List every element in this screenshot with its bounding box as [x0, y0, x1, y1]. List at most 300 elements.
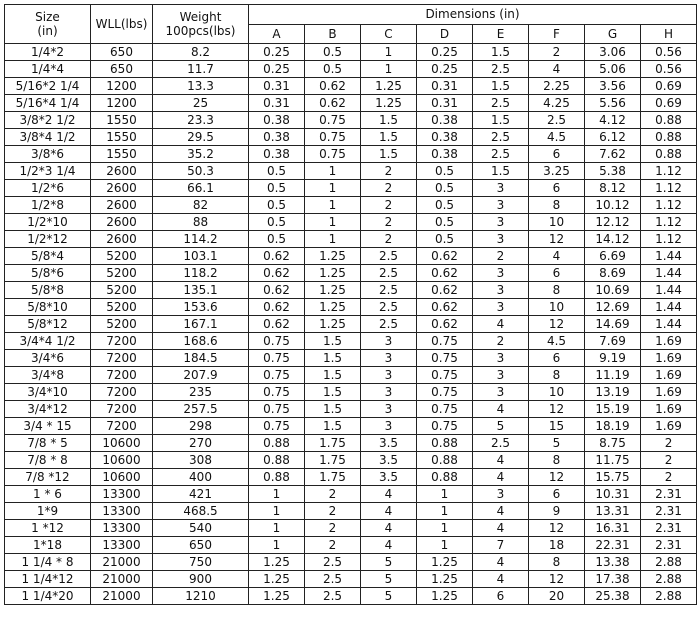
table-row: [5, 197, 697, 214]
cell-dim-e: 2.5: [473, 146, 529, 163]
cell-wll: 13300: [91, 537, 153, 554]
cell-dim-b: 1: [305, 214, 361, 231]
cell-size: 1 *12: [5, 520, 91, 537]
cell-wll: 650: [91, 44, 153, 61]
cell-weight: 750: [153, 554, 249, 571]
cell-size: 1*18: [5, 537, 91, 554]
cell-dim-e: 4: [473, 554, 529, 571]
cell-dim-d: 0.62: [417, 265, 473, 282]
table-row: [5, 146, 697, 163]
cell-dim-h: 1.69: [641, 418, 697, 435]
header-dim-c: C: [361, 24, 417, 44]
cell-dim-b: 1: [305, 231, 361, 248]
cell-dim-g: 8.12: [585, 180, 641, 197]
cell-size: 5/8*12: [5, 316, 91, 333]
cell-dim-b: 1.25: [305, 248, 361, 265]
cell-dim-e: 4: [473, 316, 529, 333]
cell-wll: 5200: [91, 299, 153, 316]
cell-dim-f: 12: [529, 316, 585, 333]
cell-dim-d: 0.62: [417, 299, 473, 316]
cell-dim-a: 0.75: [249, 333, 305, 350]
cell-size: 3/4*12: [5, 401, 91, 418]
cell-dim-c: 2: [361, 163, 417, 180]
cell-dim-d: 0.62: [417, 248, 473, 265]
table-row: [5, 554, 697, 571]
cell-dim-f: 4.25: [529, 95, 585, 112]
header-dim-h: H: [641, 24, 697, 44]
cell-dim-d: 0.31: [417, 95, 473, 112]
cell-dim-g: 7.62: [585, 146, 641, 163]
cell-weight: 235: [153, 384, 249, 401]
cell-dim-d: 0.5: [417, 231, 473, 248]
cell-dim-e: 4: [473, 503, 529, 520]
header-dim-f: F: [529, 24, 585, 44]
cell-dim-g: 5.06: [585, 61, 641, 78]
cell-size: 7/8 * 5: [5, 435, 91, 452]
cell-wll: 21000: [91, 571, 153, 588]
cell-dim-d: 1.25: [417, 571, 473, 588]
cell-size: 3/8*2 1/2: [5, 112, 91, 129]
cell-dim-f: 12: [529, 401, 585, 418]
cell-dim-e: 4: [473, 469, 529, 486]
cell-dim-f: 9: [529, 503, 585, 520]
cell-dim-d: 0.75: [417, 333, 473, 350]
cell-dim-c: 1.5: [361, 146, 417, 163]
cell-wll: 7200: [91, 333, 153, 350]
cell-dim-a: 0.88: [249, 435, 305, 452]
cell-size: 1/2*10: [5, 214, 91, 231]
cell-dim-g: 10.69: [585, 282, 641, 299]
cell-dim-c: 4: [361, 537, 417, 554]
cell-dim-f: 6: [529, 265, 585, 282]
table-row: [5, 350, 697, 367]
cell-dim-f: 10: [529, 299, 585, 316]
cell-dim-g: 14.69: [585, 316, 641, 333]
cell-wll: 13300: [91, 520, 153, 537]
cell-dim-f: 6: [529, 180, 585, 197]
table-row: [5, 265, 697, 282]
cell-weight: 50.3: [153, 163, 249, 180]
cell-dim-a: 0.5: [249, 180, 305, 197]
cell-dim-f: 6: [529, 350, 585, 367]
cell-wll: 650: [91, 61, 153, 78]
cell-weight: 421: [153, 486, 249, 503]
table-row: [5, 248, 697, 265]
header-dim-e: E: [473, 24, 529, 44]
cell-dim-h: 1.12: [641, 163, 697, 180]
cell-dim-d: 0.88: [417, 435, 473, 452]
cell-wll: 2600: [91, 197, 153, 214]
cell-dim-g: 5.38: [585, 163, 641, 180]
header-weight-line1: Weight: [179, 10, 222, 24]
cell-size: 5/16*2 1/4: [5, 78, 91, 95]
cell-dim-f: 2: [529, 44, 585, 61]
cell-dim-f: 8: [529, 282, 585, 299]
cell-dim-g: 6.69: [585, 248, 641, 265]
cell-dim-e: 4: [473, 520, 529, 537]
cell-dim-b: 1: [305, 197, 361, 214]
cell-dim-d: 0.38: [417, 146, 473, 163]
cell-size: 3/4*8: [5, 367, 91, 384]
table-row: [5, 44, 697, 61]
cell-size: 1 1/4*20: [5, 588, 91, 605]
header-size-line2: (in): [37, 24, 58, 38]
cell-dim-e: 2: [473, 248, 529, 265]
cell-dim-e: 1.5: [473, 112, 529, 129]
cell-dim-a: 0.5: [249, 197, 305, 214]
cell-weight: 29.5: [153, 129, 249, 146]
cell-dim-c: 3: [361, 350, 417, 367]
cell-dim-h: 1.12: [641, 180, 697, 197]
cell-dim-c: 5: [361, 588, 417, 605]
cell-dim-g: 7.69: [585, 333, 641, 350]
cell-size: 7/8 *12: [5, 469, 91, 486]
table-row: [5, 282, 697, 299]
cell-dim-h: 0.69: [641, 95, 697, 112]
cell-dim-e: 3: [473, 384, 529, 401]
cell-dim-f: 12: [529, 231, 585, 248]
cell-dim-g: 11.19: [585, 367, 641, 384]
cell-size: 5/16*4 1/4: [5, 95, 91, 112]
cell-dim-f: 3.25: [529, 163, 585, 180]
cell-wll: 1550: [91, 129, 153, 146]
cell-weight: 270: [153, 435, 249, 452]
header-weight: [153, 5, 249, 44]
cell-dim-a: 0.31: [249, 78, 305, 95]
cell-dim-h: 1.69: [641, 367, 697, 384]
cell-wll: 5200: [91, 265, 153, 282]
cell-weight: 540: [153, 520, 249, 537]
cell-size: 3/8*6: [5, 146, 91, 163]
table-row: [5, 469, 697, 486]
cell-dim-a: 0.25: [249, 44, 305, 61]
cell-dim-f: 4.5: [529, 129, 585, 146]
cell-dim-g: 3.56: [585, 78, 641, 95]
cell-dim-h: 1.12: [641, 197, 697, 214]
cell-weight: 11.7: [153, 61, 249, 78]
cell-dim-c: 2: [361, 214, 417, 231]
table-row: [5, 299, 697, 316]
cell-dim-a: 1.25: [249, 554, 305, 571]
cell-weight: 82: [153, 197, 249, 214]
cell-dim-f: 4: [529, 61, 585, 78]
cell-size: 3/8*4 1/2: [5, 129, 91, 146]
cell-dim-b: 2.5: [305, 588, 361, 605]
cell-dim-c: 3: [361, 401, 417, 418]
cell-dim-c: 1.5: [361, 129, 417, 146]
cell-dim-d: 0.62: [417, 316, 473, 333]
cell-dim-b: 1.5: [305, 418, 361, 435]
cell-wll: 1200: [91, 78, 153, 95]
cell-dim-b: 2: [305, 537, 361, 554]
cell-dim-a: 0.25: [249, 61, 305, 78]
cell-dim-b: 2: [305, 486, 361, 503]
cell-dim-a: 1: [249, 537, 305, 554]
cell-dim-a: 0.62: [249, 282, 305, 299]
cell-size: 3/4*10: [5, 384, 91, 401]
cell-dim-h: 1.12: [641, 214, 697, 231]
cell-dim-a: 1.25: [249, 588, 305, 605]
cell-dim-b: 1.5: [305, 384, 361, 401]
cell-dim-g: 3.06: [585, 44, 641, 61]
cell-dim-e: 3: [473, 486, 529, 503]
cell-dim-b: 0.75: [305, 129, 361, 146]
cell-weight: 8.2: [153, 44, 249, 61]
cell-dim-b: 1.75: [305, 435, 361, 452]
cell-dim-a: 0.88: [249, 452, 305, 469]
cell-size: 1 * 6: [5, 486, 91, 503]
cell-dim-b: 1.25: [305, 265, 361, 282]
cell-size: 1 1/4 * 8: [5, 554, 91, 571]
cell-dim-d: 1: [417, 520, 473, 537]
cell-weight: 207.9: [153, 367, 249, 384]
cell-wll: 13300: [91, 486, 153, 503]
cell-wll: 7200: [91, 384, 153, 401]
cell-dim-d: 0.25: [417, 61, 473, 78]
cell-dim-c: 5: [361, 571, 417, 588]
cell-dim-a: 1: [249, 503, 305, 520]
cell-dim-c: 4: [361, 503, 417, 520]
table-row: [5, 588, 697, 605]
cell-dim-e: 3: [473, 180, 529, 197]
cell-dim-e: 3: [473, 367, 529, 384]
table-row: [5, 520, 697, 537]
cell-dim-e: 1.5: [473, 163, 529, 180]
cell-dim-f: 20: [529, 588, 585, 605]
cell-dim-c: 3.5: [361, 435, 417, 452]
cell-dim-h: 2.88: [641, 588, 697, 605]
cell-weight: 13.3: [153, 78, 249, 95]
cell-dim-a: 0.62: [249, 316, 305, 333]
cell-weight: 25: [153, 95, 249, 112]
cell-size: 7/8 * 8: [5, 452, 91, 469]
cell-dim-c: 2.5: [361, 299, 417, 316]
table-row: [5, 112, 697, 129]
cell-dim-c: 3: [361, 333, 417, 350]
cell-weight: 35.2: [153, 146, 249, 163]
cell-dim-f: 8: [529, 367, 585, 384]
cell-dim-a: 0.75: [249, 418, 305, 435]
cell-size: 5/8*10: [5, 299, 91, 316]
cell-dim-d: 0.38: [417, 129, 473, 146]
cell-dim-b: 1.25: [305, 299, 361, 316]
table-row: [5, 316, 697, 333]
cell-dim-b: 1: [305, 180, 361, 197]
cell-dim-b: 2: [305, 520, 361, 537]
table-row: [5, 61, 697, 78]
cell-dim-d: 1.25: [417, 554, 473, 571]
cell-size: 3/4*6: [5, 350, 91, 367]
cell-wll: 5200: [91, 248, 153, 265]
cell-dim-e: 2.5: [473, 95, 529, 112]
cell-dim-b: 1.25: [305, 316, 361, 333]
cell-dim-c: 2: [361, 180, 417, 197]
cell-weight: 135.1: [153, 282, 249, 299]
cell-wll: 5200: [91, 316, 153, 333]
cell-dim-c: 3.5: [361, 452, 417, 469]
cell-dim-e: 4: [473, 452, 529, 469]
table-row: [5, 180, 697, 197]
cell-dim-f: 4.5: [529, 333, 585, 350]
cell-dim-d: 0.88: [417, 469, 473, 486]
cell-wll: 7200: [91, 367, 153, 384]
cell-dim-f: 4: [529, 248, 585, 265]
cell-dim-g: 16.31: [585, 520, 641, 537]
cell-dim-a: 0.62: [249, 299, 305, 316]
table-row: [5, 452, 697, 469]
cell-dim-g: 8.75: [585, 435, 641, 452]
cell-dim-c: 5: [361, 554, 417, 571]
cell-dim-g: 13.19: [585, 384, 641, 401]
cell-dim-a: 0.75: [249, 367, 305, 384]
cell-wll: 2600: [91, 180, 153, 197]
cell-size: 1 1/4*12: [5, 571, 91, 588]
cell-size: 1/4*2: [5, 44, 91, 61]
cell-dim-e: 6: [473, 588, 529, 605]
header-dim-b: B: [305, 24, 361, 44]
cell-dim-h: 0.56: [641, 44, 697, 61]
header-dim-g: G: [585, 24, 641, 44]
cell-dim-f: 10: [529, 384, 585, 401]
cell-dim-f: 8: [529, 197, 585, 214]
cell-dim-a: 0.75: [249, 384, 305, 401]
cell-dim-f: 18: [529, 537, 585, 554]
cell-size: 5/8*4: [5, 248, 91, 265]
cell-dim-b: 0.62: [305, 95, 361, 112]
cell-dim-f: 2.25: [529, 78, 585, 95]
cell-dim-f: 5: [529, 435, 585, 452]
cell-dim-d: 0.75: [417, 401, 473, 418]
cell-dim-e: 7: [473, 537, 529, 554]
cell-dim-h: 1.69: [641, 384, 697, 401]
cell-dim-g: 18.19: [585, 418, 641, 435]
cell-size: 3/4 * 15: [5, 418, 91, 435]
cell-dim-c: 2.5: [361, 316, 417, 333]
table-body: [5, 44, 697, 605]
cell-dim-h: 1.44: [641, 248, 697, 265]
cell-dim-a: 0.38: [249, 146, 305, 163]
table-row: [5, 129, 697, 146]
cell-dim-b: 1.5: [305, 333, 361, 350]
cell-dim-d: 0.5: [417, 180, 473, 197]
cell-size: 1/2*3 1/4: [5, 163, 91, 180]
cell-dim-e: 2.5: [473, 61, 529, 78]
cell-dim-b: 1.75: [305, 452, 361, 469]
cell-dim-f: 10: [529, 214, 585, 231]
cell-dim-d: 0.25: [417, 44, 473, 61]
cell-wll: 10600: [91, 452, 153, 469]
cell-dim-e: 3: [473, 282, 529, 299]
cell-dim-d: 1: [417, 537, 473, 554]
header-dim-a: A: [249, 24, 305, 44]
cell-weight: 103.1: [153, 248, 249, 265]
cell-dim-d: 0.75: [417, 350, 473, 367]
cell-dim-g: 14.12: [585, 231, 641, 248]
cell-dim-g: 10.31: [585, 486, 641, 503]
cell-dim-h: 1.69: [641, 333, 697, 350]
cell-dim-c: 1.25: [361, 78, 417, 95]
cell-weight: 114.2: [153, 231, 249, 248]
cell-dim-b: 0.5: [305, 44, 361, 61]
cell-dim-d: 0.75: [417, 418, 473, 435]
cell-dim-c: 3: [361, 384, 417, 401]
cell-dim-e: 3: [473, 214, 529, 231]
cell-wll: 2600: [91, 214, 153, 231]
table-row: [5, 418, 697, 435]
cell-dim-h: 2.88: [641, 571, 697, 588]
cell-size: 1/2*8: [5, 197, 91, 214]
cell-dim-c: 2.5: [361, 265, 417, 282]
cell-dim-e: 3: [473, 231, 529, 248]
table-row: [5, 163, 697, 180]
cell-dim-g: 13.31: [585, 503, 641, 520]
table-row: [5, 78, 697, 95]
cell-dim-d: 0.75: [417, 367, 473, 384]
cell-weight: 118.2: [153, 265, 249, 282]
table-header: [5, 5, 697, 44]
table-row: [5, 95, 697, 112]
cell-wll: 1200: [91, 95, 153, 112]
cell-dim-c: 1: [361, 44, 417, 61]
cell-weight: 88: [153, 214, 249, 231]
cell-dim-h: 2.31: [641, 503, 697, 520]
cell-dim-a: 1.25: [249, 571, 305, 588]
cell-weight: 468.5: [153, 503, 249, 520]
cell-dim-b: 0.75: [305, 112, 361, 129]
header-weight-line2: 100pcs(lbs): [165, 24, 236, 38]
cell-dim-g: 4.12: [585, 112, 641, 129]
cell-dim-f: 12: [529, 520, 585, 537]
table-row: [5, 367, 697, 384]
cell-dim-e: 4: [473, 401, 529, 418]
cell-dim-d: 1.25: [417, 588, 473, 605]
cell-dim-d: 1: [417, 503, 473, 520]
cell-weight: 167.1: [153, 316, 249, 333]
cell-wll: 1550: [91, 146, 153, 163]
cell-dim-d: 0.38: [417, 112, 473, 129]
cell-size: 3/4*4 1/2: [5, 333, 91, 350]
cell-dim-c: 1.5: [361, 112, 417, 129]
cell-dim-g: 11.75: [585, 452, 641, 469]
cell-wll: 5200: [91, 282, 153, 299]
cell-dim-b: 1.5: [305, 401, 361, 418]
cell-weight: 257.5: [153, 401, 249, 418]
cell-dim-e: 2.5: [473, 129, 529, 146]
cell-dim-f: 15: [529, 418, 585, 435]
cell-dim-f: 6: [529, 486, 585, 503]
cell-dim-h: 1.12: [641, 231, 697, 248]
cell-dim-c: 4: [361, 520, 417, 537]
cell-weight: 153.6: [153, 299, 249, 316]
spec-table: [4, 4, 697, 605]
cell-wll: 10600: [91, 469, 153, 486]
cell-dim-h: 0.88: [641, 129, 697, 146]
cell-size: 5/8*6: [5, 265, 91, 282]
cell-dim-b: 1.75: [305, 469, 361, 486]
cell-dim-a: 0.5: [249, 163, 305, 180]
cell-weight: 650: [153, 537, 249, 554]
cell-dim-a: 0.5: [249, 214, 305, 231]
cell-weight: 308: [153, 452, 249, 469]
cell-dim-d: 0.5: [417, 163, 473, 180]
cell-dim-d: 0.75: [417, 384, 473, 401]
cell-dim-d: 1: [417, 486, 473, 503]
cell-dim-d: 0.62: [417, 282, 473, 299]
cell-dim-g: 22.31: [585, 537, 641, 554]
cell-dim-h: 2: [641, 435, 697, 452]
table-row: [5, 503, 697, 520]
cell-dim-h: 0.88: [641, 146, 697, 163]
